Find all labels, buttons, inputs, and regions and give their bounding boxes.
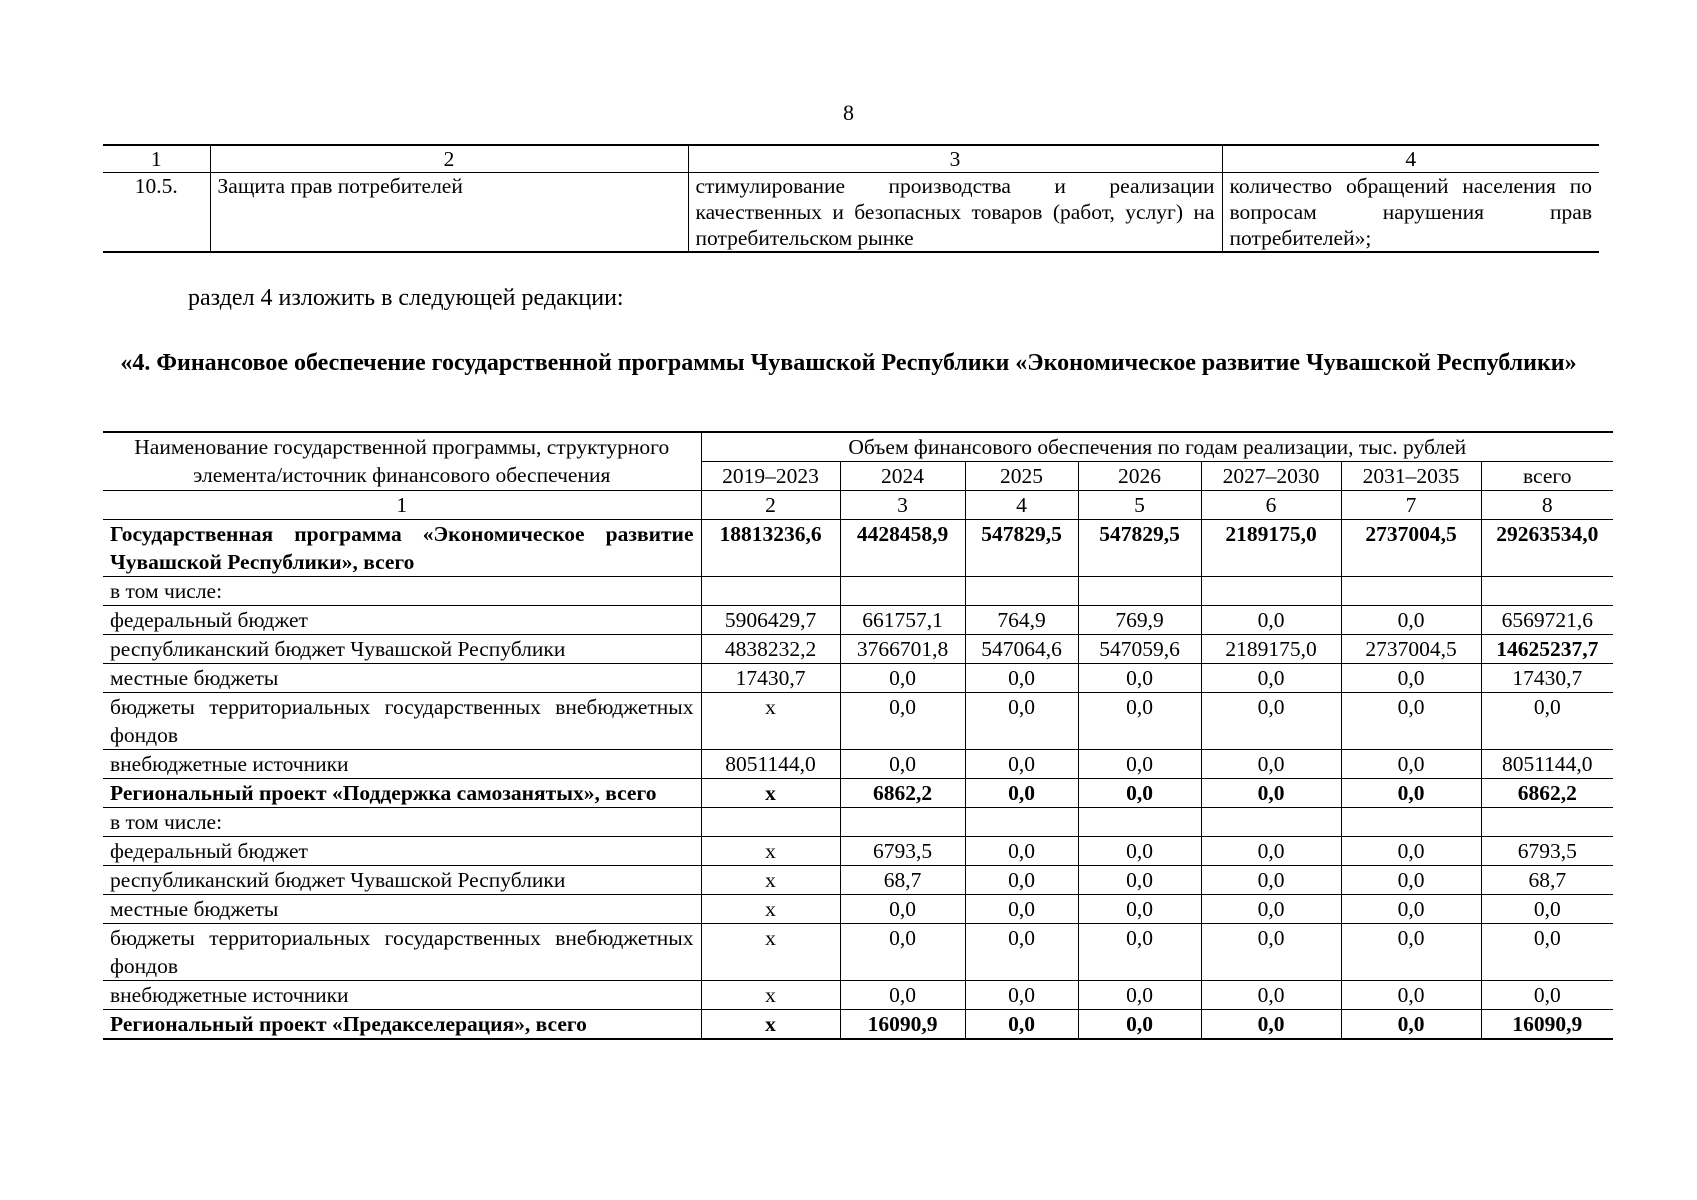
value-cell: [701, 577, 840, 606]
year-column-header: 2027–2030: [1201, 462, 1341, 491]
value-cell: 547059,6: [1078, 635, 1201, 664]
value-cell: 0,0: [1341, 1010, 1481, 1040]
value-cell: 0,0: [1481, 924, 1613, 981]
value-cell: 0,0: [965, 837, 1078, 866]
year-column-header: 2025: [965, 462, 1078, 491]
value-cell: х: [701, 981, 840, 1010]
value-cell: 0,0: [965, 693, 1078, 750]
value-cell: 0,0: [1341, 924, 1481, 981]
value-cell: 29263534,0: [1481, 520, 1613, 577]
table-row: [103, 866, 1613, 895]
column-number: 4: [965, 491, 1078, 520]
value-cell: 0,0: [1201, 750, 1341, 779]
value-cell: 0,0: [965, 895, 1078, 924]
row-name: внебюджетные источники: [103, 750, 701, 779]
page-number: 8: [843, 100, 854, 125]
row-name: внебюджетные источники: [103, 981, 701, 1010]
continuation-table-header: [103, 145, 1599, 173]
section-title: «4. Финансовое обеспечение государственной программы Чувашской Республики «Экономическое развитие Чувашской Республики»: [120, 350, 1577, 376]
value-cell: 0,0: [1341, 866, 1481, 895]
row-name: республиканский бюджет Чувашской Республики: [103, 866, 701, 895]
column-number: 2: [210, 145, 688, 173]
value-cell: 0,0: [1078, 1010, 1201, 1040]
value-cell: 0,0: [965, 779, 1078, 808]
column-number: 3: [688, 145, 1222, 173]
row-name: в том числе:: [103, 808, 701, 837]
table-row: [103, 664, 1613, 693]
value-cell: 769,9: [1078, 606, 1201, 635]
value-cell: 0,0: [1341, 981, 1481, 1010]
value-cell: [840, 577, 965, 606]
value-cell: 8051144,0: [1481, 750, 1613, 779]
value-cell: 0,0: [1341, 664, 1481, 693]
value-cell: 0,0: [1201, 606, 1341, 635]
row-name: федеральный бюджет: [103, 606, 701, 635]
value-cell: 0,0: [965, 1010, 1078, 1040]
value-cell: 0,0: [1481, 981, 1613, 1010]
value-cell: 764,9: [965, 606, 1078, 635]
row-number: 10.5.: [103, 173, 210, 253]
value-cell: 5906429,7: [701, 606, 840, 635]
value-cell: 0,0: [965, 981, 1078, 1010]
value-cell: 18813236,6: [701, 520, 840, 577]
value-cell: 0,0: [1201, 837, 1341, 866]
value-cell: 0,0: [965, 664, 1078, 693]
value-cell: 0,0: [1201, 664, 1341, 693]
value-cell: 0,0: [1078, 837, 1201, 866]
row-name: бюджеты территориальных государственных внебюджетных фондов: [103, 693, 701, 750]
column-number-row: [103, 491, 1613, 520]
table-row: [103, 1010, 1613, 1040]
value-cell: 0,0: [1341, 837, 1481, 866]
value-cell: [1481, 577, 1613, 606]
value-cell: 0,0: [1341, 693, 1481, 750]
value-cell: [965, 808, 1078, 837]
value-cell: 0,0: [840, 693, 965, 750]
value-cell: 6862,2: [840, 779, 965, 808]
value-cell: 0,0: [1078, 664, 1201, 693]
value-cell: 0,0: [1201, 981, 1341, 1010]
row-name: Защита прав потребителей: [210, 173, 688, 253]
row-indicator: количество обращений населения по вопросам нарушения прав потребителей»;: [1222, 173, 1599, 253]
value-cell: [1201, 808, 1341, 837]
column-number: 8: [1481, 491, 1613, 520]
value-cell: 6862,2: [1481, 779, 1613, 808]
row-name: в том числе:: [103, 577, 701, 606]
value-cell: 68,7: [1481, 866, 1613, 895]
value-cell: 0,0: [1078, 866, 1201, 895]
header-volume-cell: Объем финансового обеспечения по годам реализации, тыс. рублей: [701, 432, 1613, 462]
value-cell: 0,0: [1201, 693, 1341, 750]
value-cell: 0,0: [1341, 750, 1481, 779]
row-name: местные бюджеты: [103, 664, 701, 693]
value-cell: 0,0: [1341, 895, 1481, 924]
table-row: [103, 981, 1613, 1010]
value-cell: 68,7: [840, 866, 965, 895]
value-cell: 6793,5: [840, 837, 965, 866]
value-cell: [840, 808, 965, 837]
value-cell: х: [701, 1010, 840, 1040]
value-cell: [1341, 808, 1481, 837]
value-cell: 6569721,6: [1481, 606, 1613, 635]
value-cell: 661757,1: [840, 606, 965, 635]
value-cell: 2737004,5: [1341, 635, 1481, 664]
column-number: 1: [103, 491, 701, 520]
value-cell: 2189175,0: [1201, 520, 1341, 577]
value-cell: х: [701, 895, 840, 924]
year-column-header: 2019–2023: [701, 462, 840, 491]
value-cell: 0,0: [1201, 1010, 1341, 1040]
row-name: республиканский бюджет Чувашской Республики: [103, 635, 701, 664]
row-name: Региональный проект «Предакселерация», всего: [103, 1010, 701, 1040]
value-cell: х: [701, 837, 840, 866]
continuation-table: [103, 144, 1599, 253]
value-cell: 0,0: [1481, 895, 1613, 924]
table-row: [103, 779, 1613, 808]
column-number: 1: [103, 145, 210, 173]
value-cell: х: [701, 924, 840, 981]
value-cell: 0,0: [840, 924, 965, 981]
value-cell: 0,0: [1201, 866, 1341, 895]
value-cell: 2189175,0: [1201, 635, 1341, 664]
value-cell: 0,0: [1078, 750, 1201, 779]
table-row: [103, 693, 1613, 750]
value-cell: 0,0: [1201, 924, 1341, 981]
table-row: [103, 924, 1613, 981]
table-row: [103, 173, 1599, 253]
value-cell: [701, 808, 840, 837]
value-cell: 0,0: [1078, 895, 1201, 924]
row-name: местные бюджеты: [103, 895, 701, 924]
value-cell: 0,0: [1341, 779, 1481, 808]
value-cell: 6793,5: [1481, 837, 1613, 866]
value-cell: 17430,7: [701, 664, 840, 693]
value-cell: 0,0: [965, 924, 1078, 981]
table-row: [103, 837, 1613, 866]
value-cell: 4428458,9: [840, 520, 965, 577]
column-number: 3: [840, 491, 965, 520]
table-row: [103, 895, 1613, 924]
row-name: Государственная программа «Экономическое развитие Чувашской Республики», всего: [103, 520, 701, 577]
value-cell: [1078, 808, 1201, 837]
value-cell: 0,0: [1078, 693, 1201, 750]
value-cell: 0,0: [965, 750, 1078, 779]
year-column-header: 2024: [840, 462, 965, 491]
value-cell: 16090,9: [840, 1010, 965, 1040]
table-row: [103, 635, 1613, 664]
table-row: [103, 520, 1613, 577]
value-cell: 0,0: [1201, 895, 1341, 924]
value-cell: 0,0: [840, 981, 965, 1010]
table-row: [103, 577, 1613, 606]
finance-table: [103, 431, 1613, 1040]
row-name: бюджеты территориальных государственных внебюджетных фондов: [103, 924, 701, 981]
instruction-text: раздел 4 изложить в следующей редакции:: [188, 285, 624, 311]
column-number: 2: [701, 491, 840, 520]
value-cell: 0,0: [965, 866, 1078, 895]
value-cell: 3766701,8: [840, 635, 965, 664]
year-column-header: всего: [1481, 462, 1613, 491]
value-cell: х: [701, 693, 840, 750]
value-cell: 547829,5: [965, 520, 1078, 577]
value-cell: [1341, 577, 1481, 606]
table-row: [103, 750, 1613, 779]
header-name-cell: Наименование государственной программы, структурного элемента/источник финансового обеспечения: [103, 432, 701, 491]
value-cell: 0,0: [1078, 924, 1201, 981]
value-cell: 4838232,2: [701, 635, 840, 664]
value-cell: [1481, 808, 1613, 837]
table-row: [103, 808, 1613, 837]
value-cell: 0,0: [1078, 779, 1201, 808]
value-cell: 8051144,0: [701, 750, 840, 779]
value-cell: х: [701, 779, 840, 808]
value-cell: 17430,7: [1481, 664, 1613, 693]
column-number: 4: [1222, 145, 1599, 173]
value-cell: 14625237,7: [1481, 635, 1613, 664]
column-number: 7: [1341, 491, 1481, 520]
value-cell: [1201, 577, 1341, 606]
row-name: Региональный проект «Поддержка самозанятых», всего: [103, 779, 701, 808]
row-name: федеральный бюджет: [103, 837, 701, 866]
value-cell: 0,0: [1078, 981, 1201, 1010]
value-cell: х: [701, 866, 840, 895]
finance-table-header: [103, 432, 1613, 462]
year-column-header: 2026: [1078, 462, 1201, 491]
value-cell: 0,0: [840, 664, 965, 693]
value-cell: 16090,9: [1481, 1010, 1613, 1040]
value-cell: 0,0: [1201, 779, 1341, 808]
value-cell: 547829,5: [1078, 520, 1201, 577]
value-cell: 0,0: [1481, 693, 1613, 750]
column-number: 6: [1201, 491, 1341, 520]
column-number: 5: [1078, 491, 1201, 520]
value-cell: 2737004,5: [1341, 520, 1481, 577]
table-row: [103, 606, 1613, 635]
value-cell: [1078, 577, 1201, 606]
value-cell: 547064,6: [965, 635, 1078, 664]
year-column-header: 2031–2035: [1341, 462, 1481, 491]
row-task: стимулирование производства и реализации качественных и безопасных товаров (работ, услуг) на потребительском рынке: [688, 173, 1222, 253]
value-cell: 0,0: [840, 750, 965, 779]
value-cell: [965, 577, 1078, 606]
value-cell: 0,0: [1341, 606, 1481, 635]
value-cell: 0,0: [840, 895, 965, 924]
